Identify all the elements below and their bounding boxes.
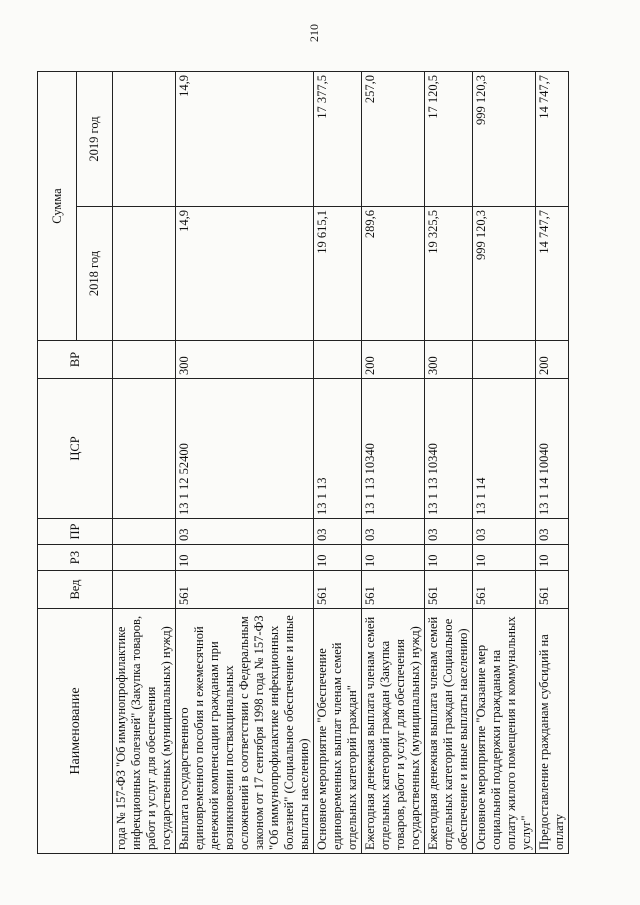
row-csr: [113, 379, 176, 519]
row-csr: 13 1 14: [473, 379, 536, 519]
row-csr: 13 1 12 52400: [176, 379, 314, 519]
row-2019: [113, 72, 176, 207]
row-vr: [473, 341, 536, 379]
row-ved: 561: [425, 571, 473, 609]
row-name: Основное мероприятие "Обеспечение единовременных выплат членам семей отдельных категорий граждан": [314, 609, 362, 854]
row-name: Ежегодная денежная выплата членам семей отдельных категорий граждан (Социальное обеспечение и иные выплаты населению): [425, 609, 473, 854]
header-sum: Сумма: [38, 72, 77, 341]
page-number: 210: [307, 24, 321, 42]
row-vr: 300: [176, 341, 314, 379]
row-rz: 10: [536, 545, 569, 571]
table-row: [473, 72, 536, 854]
row-2018: [113, 207, 176, 341]
table-row: [425, 72, 473, 854]
row-name: года № 157-ФЗ "Об иммунопрофилактике инфекционных болезней" (Закупка товаров, работ и услуг для обеспечения государственных (муниципальных) нужд): [113, 609, 176, 854]
table-row: [113, 72, 176, 854]
row-2018: 19 325,5: [425, 207, 473, 341]
row-2019: 17 377,5: [314, 72, 362, 207]
header-vr: ВР: [38, 341, 113, 379]
header-ved: Вед: [38, 571, 113, 609]
row-ved: 561: [314, 571, 362, 609]
row-pr: 03: [176, 519, 314, 545]
row-ved: 561: [176, 571, 314, 609]
row-vr: 200: [362, 341, 425, 379]
row-2019: 17 120,5: [425, 72, 473, 207]
row-rz: [113, 545, 176, 571]
row-csr: 13 1 14 10040: [536, 379, 569, 519]
header-csr: ЦСР: [38, 379, 113, 519]
row-name: Предоставление гражданам субсидий на оплату: [536, 609, 569, 854]
row-name: Ежегодная денежная выплата членам семей отдельных категорий граждан (Закупка товаров, работ и услуг для обеспечения государственных (муниципальных) нужд): [362, 609, 425, 854]
row-pr: 03: [362, 519, 425, 545]
header-2019: 2019 год: [77, 72, 113, 207]
row-pr: 03: [425, 519, 473, 545]
header-pr: ПР: [38, 519, 113, 545]
row-rz: 10: [425, 545, 473, 571]
table-row: [176, 72, 314, 854]
table-row: [314, 72, 362, 854]
row-2019: 14,9: [176, 72, 314, 207]
row-ved: 561: [473, 571, 536, 609]
row-pr: 03: [473, 519, 536, 545]
header-row-1: [38, 72, 77, 854]
row-pr: [113, 519, 176, 545]
row-pr: 03: [314, 519, 362, 545]
row-2018: 14 747,7: [536, 207, 569, 341]
budget-table: [37, 71, 569, 854]
rotated-content: [37, 24, 597, 854]
row-2018: 14,9: [176, 207, 314, 341]
row-csr: 13 1 13 10340: [362, 379, 425, 519]
row-2019: 257,0: [362, 72, 425, 207]
row-vr: 300: [425, 341, 473, 379]
row-ved: [113, 571, 176, 609]
row-vr: 200: [536, 341, 569, 379]
row-vr: [113, 341, 176, 379]
row-csr: 13 1 13: [314, 379, 362, 519]
row-ved: 561: [362, 571, 425, 609]
row-rz: 10: [362, 545, 425, 571]
row-2019: 14 747,7: [536, 72, 569, 207]
header-rz: РЗ: [38, 545, 113, 571]
header-name: Наименование: [38, 609, 113, 854]
row-ved: 561: [536, 571, 569, 609]
row-csr: 13 1 13 10340: [425, 379, 473, 519]
row-2018: 289,6: [362, 207, 425, 341]
header-2018: 2018 год: [77, 207, 113, 341]
row-rz: 10: [176, 545, 314, 571]
table-row: [536, 72, 569, 854]
row-name: Выплата государственного единовременного пособия и ежемесячной денежной компенсации гражданам при возникновении поствакцинальных осложнений в соответствии с Федеральным законом от 17 сентября 1998 года № 157-ФЗ "Об иммунопрофилактике инфекционных болезней" (Социальное обеспечение и иные выплаты населению): [176, 609, 314, 854]
row-2019: 999 120,3: [473, 72, 536, 207]
row-2018: 999 120,3: [473, 207, 536, 341]
row-pr: 03: [536, 519, 569, 545]
table-row: [362, 72, 425, 854]
row-rz: 10: [314, 545, 362, 571]
row-rz: 10: [473, 545, 536, 571]
row-vr: [314, 341, 362, 379]
row-2018: 19 615,1: [314, 207, 362, 341]
row-name: Основное мероприятие "Оказание мер социальной поддержки гражданам на оплату жилого помещения и коммунальных услуг": [473, 609, 536, 854]
